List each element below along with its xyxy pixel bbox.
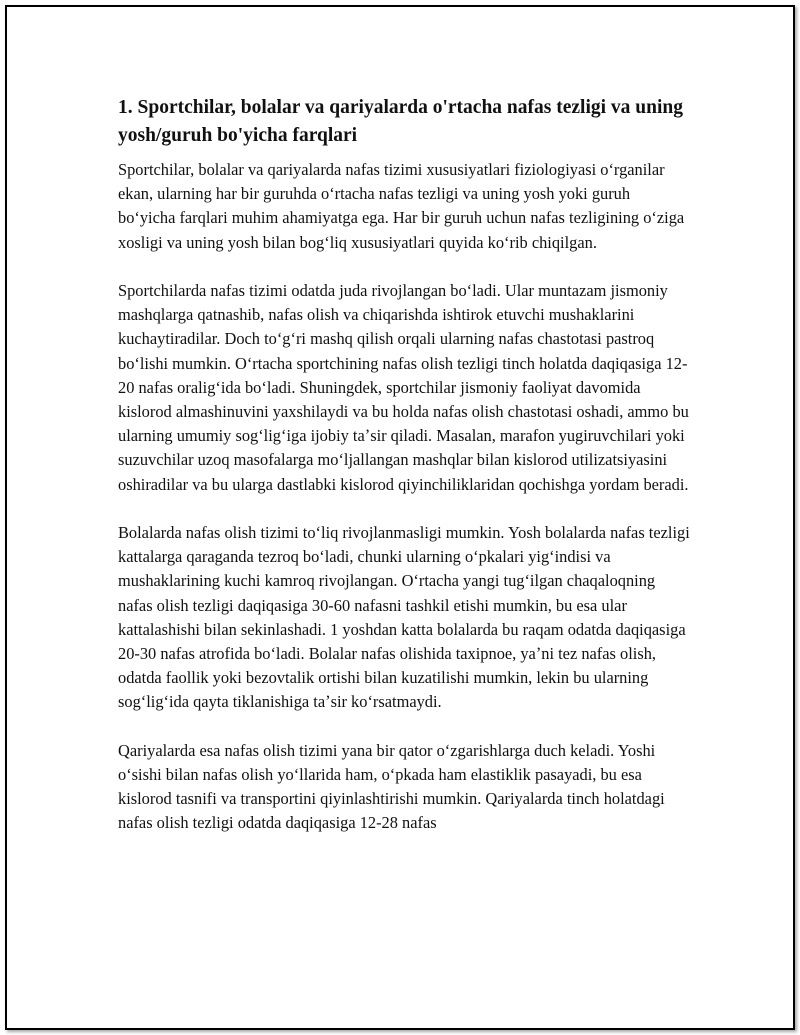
document-body — [118, 94, 690, 860]
paragraph-elderly: Qariyalarda esa nafas olish tizimi yana bir qator oʻzgarishlarga duch keladi. Yoshi oʻsishi bilan nafas olish yoʻllarida ham, oʻpkada ham elastiklik pasayadi, bu esa kislorod tasnifi va transportini qiyinlashtirishi mumkin. Qariyalarda tinch holatdagi nafas olish tezligi odatda daqiqasiga 12-28 nafas — [118, 740, 665, 833]
section-title: 1. Sportchilar, bolalar va qariyalarda o'rtacha nafas tezligi va uning yosh/guruh bo'yicha farqlari — [118, 97, 683, 146]
paragraph-athletes: Sportchilarda nafas tizimi odatda juda rivojlangan boʻladi. Ular muntazam jismoniy mashqlarga qatnashib, nafas olish va chiqarishda ishtirok etuvchi mushaklarini kuchaytiradilar. Doch toʻgʻri mashq qilish orqali ularning nafas chastotasi pastroq boʻlishi mumkin. Oʻrtacha sportchining nafas olish tezligi tinch holatda daqiqasiga 12-20 nafas oraligʻida boʻladi. Shuningdek, sportchilar jismoniy faoliyat davomida kislorod almashinuvini yaxshilaydi va bu holda nafas olish chastotasi oshadi, ammo bu ularning umumiy sogʻligʻiga ijobiy taʼsir qiladi. Masalan, marafon yugiruvchilari yoki suzuvchilar uzoq masofalarga moʻljallangan mashqlar bilan kislorod utilizatsiyasini oshiradilar va bu ularga dastlabki kislorod qiyinchiliklaridan qochishga yordam beradi. — [118, 281, 689, 494]
paragraph-intro: Sportchilar, bolalar va qariyalarda nafas tizimi xususiyatlari fiziologiyasi oʻrganilar ekan, ularning har bir guruhda oʻrtacha nafas tezligi va uning yosh yoki guruh boʻyicha farqlari muhim ahamiyatga ega. Har bir guruh uchun nafas tezligining oʻziga xosligi va uning yosh bilan bogʻliq xususiyatlari quyida koʻrib chiqilgan. — [118, 160, 685, 252]
paragraph-children: Bolalarda nafas olish tizimi toʻliq rivojlanmasligi mumkin. Yosh bolalarda nafas tezligi kattalarga qaraganda tezroq boʻladi, chunki ularning oʻpkalari yigʻindisi va mushaklarining kuchi kamroq rivojlangan. Oʻrtacha yangi tugʻilgan chaqaloqning nafas olish tezligi daqiqasiga 30-60 nafasni tashkil etishi mumkin, bu esa ular kattalashishi bilan sekinlashadi. 1 yoshdan katta bolalarda bu raqam odatda daqiqasiga 20-30 nafas atrofida boʻladi. Bolalar nafas olishida taxipnoe, yaʼni tez nafas olish, odatda faollik yoki bezovtalik ortishi bilan kuzatilishi mumkin, lekin bu ularning sogʻligʻida qayta tiklanishiga taʼsir koʻrsatmaydi. — [118, 523, 690, 712]
